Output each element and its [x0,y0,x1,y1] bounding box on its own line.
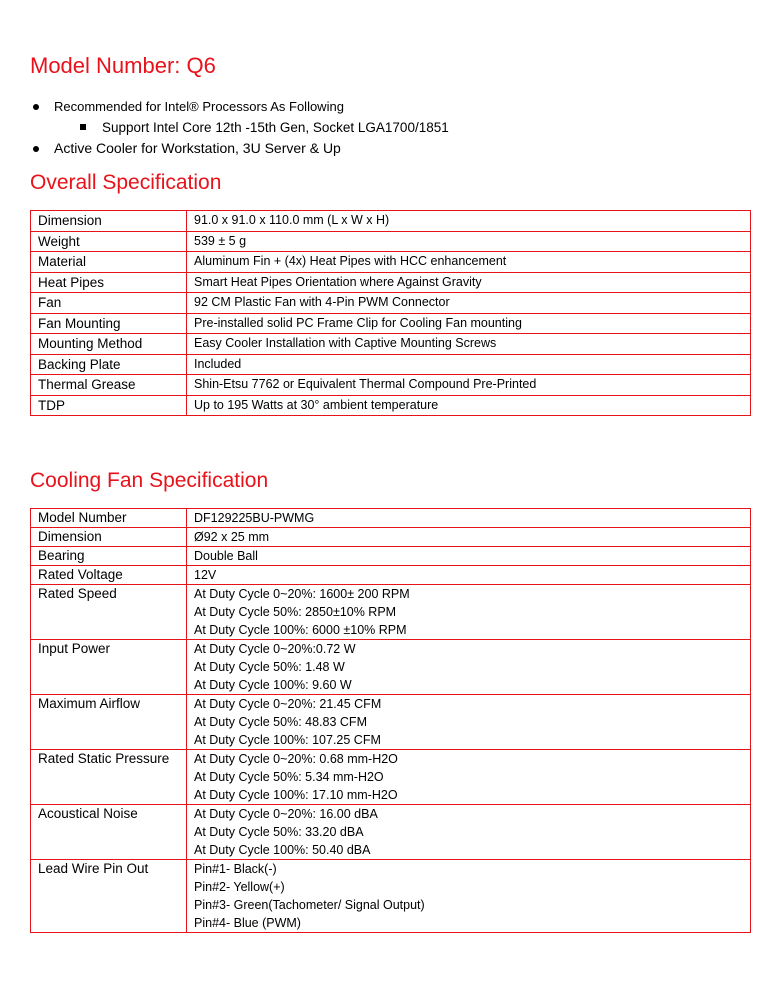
bullet-text: Recommended for Intel® Processors As Following [54,99,344,114]
spec-key: Thermal Grease [31,375,187,396]
spec-value: DF129225BU-PWMG [194,511,315,525]
bullet-text: Active Cooler for Workstation, 3U Server & Up [54,140,341,156]
spec-value: Pin#2- Yellow(+) [194,880,285,894]
round-bullet-icon [33,146,39,152]
table-row [31,805,751,860]
spec-key: Dimension [31,211,187,232]
spec-value: Up to 195 Watts at 30° ambient temperature [194,397,439,412]
spec-key: Model Number [31,509,187,528]
spec-value: At Duty Cycle 100%: 50.40 dBA [194,843,371,857]
spec-value-cell [187,695,751,750]
spec-key: TDP [31,395,187,416]
spec-key: Heat Pipes [31,272,187,293]
spec-value: At Duty Cycle 50%: 48.83 CFM [194,715,367,729]
overall-spec-heading: Overall Specification [30,171,222,194]
table-row [31,566,751,585]
spec-value: At Duty Cycle 0~20%: 16.00 dBA [194,807,378,821]
spec-value-cell [187,509,751,528]
table-row [31,860,751,933]
table-row [31,528,751,547]
spec-value-cell [187,293,751,314]
spec-value: At Duty Cycle 100%: 9.60 W [194,678,352,692]
spec-value-cell [187,640,751,695]
spec-key: Mounting Method [31,334,187,355]
spec-value: At Duty Cycle 50%: 5.34 mm-H2O [194,770,384,784]
spec-value-cell [187,528,751,547]
spec-key: Material [31,252,187,273]
table-row [31,375,751,396]
table-row [31,313,751,334]
spec-key: Bearing [31,547,187,566]
spec-value-cell [187,750,751,805]
spec-key: Maximum Airflow [31,695,187,750]
spec-value: 539 ± 5 g [194,233,247,248]
spec-value-cell [187,252,751,273]
fan-spec-heading: Cooling Fan Specification [30,469,269,492]
spec-key: Rated Voltage [31,566,187,585]
table-row [31,585,751,640]
table-row [31,293,751,314]
spec-key: Fan [31,293,187,314]
spec-key: Backing Plate [31,354,187,375]
spec-value-cell [187,354,751,375]
spec-value: Smart Heat Pipes Orientation where Against Gravity [194,274,482,289]
spec-value: At Duty Cycle 50%: 1.48 W [194,660,345,674]
spec-value: Pre-installed solid PC Frame Clip for Cooling Fan mounting [194,315,522,330]
overall-spec-table [30,210,751,416]
spec-value: 92 CM Plastic Fan with 4-Pin PWM Connector [194,295,450,309]
spec-value: At Duty Cycle 0~20%: 1600± 200 RPM [194,587,410,601]
bullet-item [30,138,750,159]
spec-value: Ø92 x 25 mm [194,530,270,544]
square-bullet-icon [80,124,86,130]
spec-value: At Duty Cycle 0~20%: 21.45 CFM [194,697,382,711]
table-row [31,547,751,566]
table-row [31,231,751,252]
spec-value: At Duty Cycle 100%: 17.10 mm-H2O [194,788,398,802]
spec-key: Acoustical Noise [31,805,187,860]
spec-key: Input Power [31,640,187,695]
bullet-text: Support Intel Core 12th -15th Gen, Socket LGA1700/1851 [102,120,449,135]
spec-value: Double Ball [194,549,258,563]
spec-key: Rated Static Pressure [31,750,187,805]
fan-spec-table [30,508,751,933]
feature-bullet-list [30,96,750,159]
spec-value: Pin#3- Green(Tachometer/ Signal Output) [194,898,425,912]
table-row [31,509,751,528]
spec-value: Aluminum Fin + (4x) Heat Pipes with HCC enhancement [194,254,507,268]
table-row [31,252,751,273]
spec-key: Weight [31,231,187,252]
spec-key: Lead Wire Pin Out [31,860,187,933]
spec-value: Pin#1- Black(-) [194,862,277,876]
table-row [31,272,751,293]
spec-value-cell [187,805,751,860]
spec-value: Shin-Etsu 7762 or Equivalent Thermal Compound Pre-Printed [194,377,537,391]
spec-value: At Duty Cycle 0~20%: 0.68 mm-H2O [194,752,398,766]
spec-value-cell [187,860,751,933]
table-row [31,750,751,805]
spec-key: Rated Speed [31,585,187,640]
spec-value: At Duty Cycle 100%: 107.25 CFM [194,733,381,747]
table-row [31,211,751,232]
spec-key: Fan Mounting [31,313,187,334]
table-row [31,395,751,416]
spec-value: Included [194,356,242,371]
spec-value: 91.0 x 91.0 x 110.0 mm (L x W x H) [194,213,390,227]
spec-value-cell [187,566,751,585]
spec-value-cell [187,585,751,640]
spec-value: Pin#4- Blue (PWM) [194,916,301,930]
spec-value-cell [187,313,751,334]
spec-value-cell [187,395,751,416]
bullet-item [30,117,750,138]
table-row [31,695,751,750]
table-row [31,334,751,355]
spec-value-cell [187,375,751,396]
spec-value: Easy Cooler Installation with Captive Mounting Screws [194,336,497,350]
table-row [31,354,751,375]
spec-value-cell [187,272,751,293]
spec-value-cell [187,334,751,355]
spec-value: At Duty Cycle 50%: 2850±10% RPM [194,605,397,619]
spec-value: 12V [194,568,217,582]
bullet-item [30,96,750,117]
spec-value: At Duty Cycle 50%: 33.20 dBA [194,825,364,839]
spec-value: At Duty Cycle 100%: 6000 ±10% RPM [194,623,407,637]
spec-key: Dimension [31,528,187,547]
round-bullet-icon [33,104,39,110]
table-row [31,640,751,695]
spec-value-cell [187,211,751,232]
spec-value: At Duty Cycle 0~20%:0.72 W [194,642,356,656]
spec-value-cell [187,547,751,566]
model-number-heading: Model Number: Q6 [30,53,216,78]
spec-value-cell [187,231,751,252]
